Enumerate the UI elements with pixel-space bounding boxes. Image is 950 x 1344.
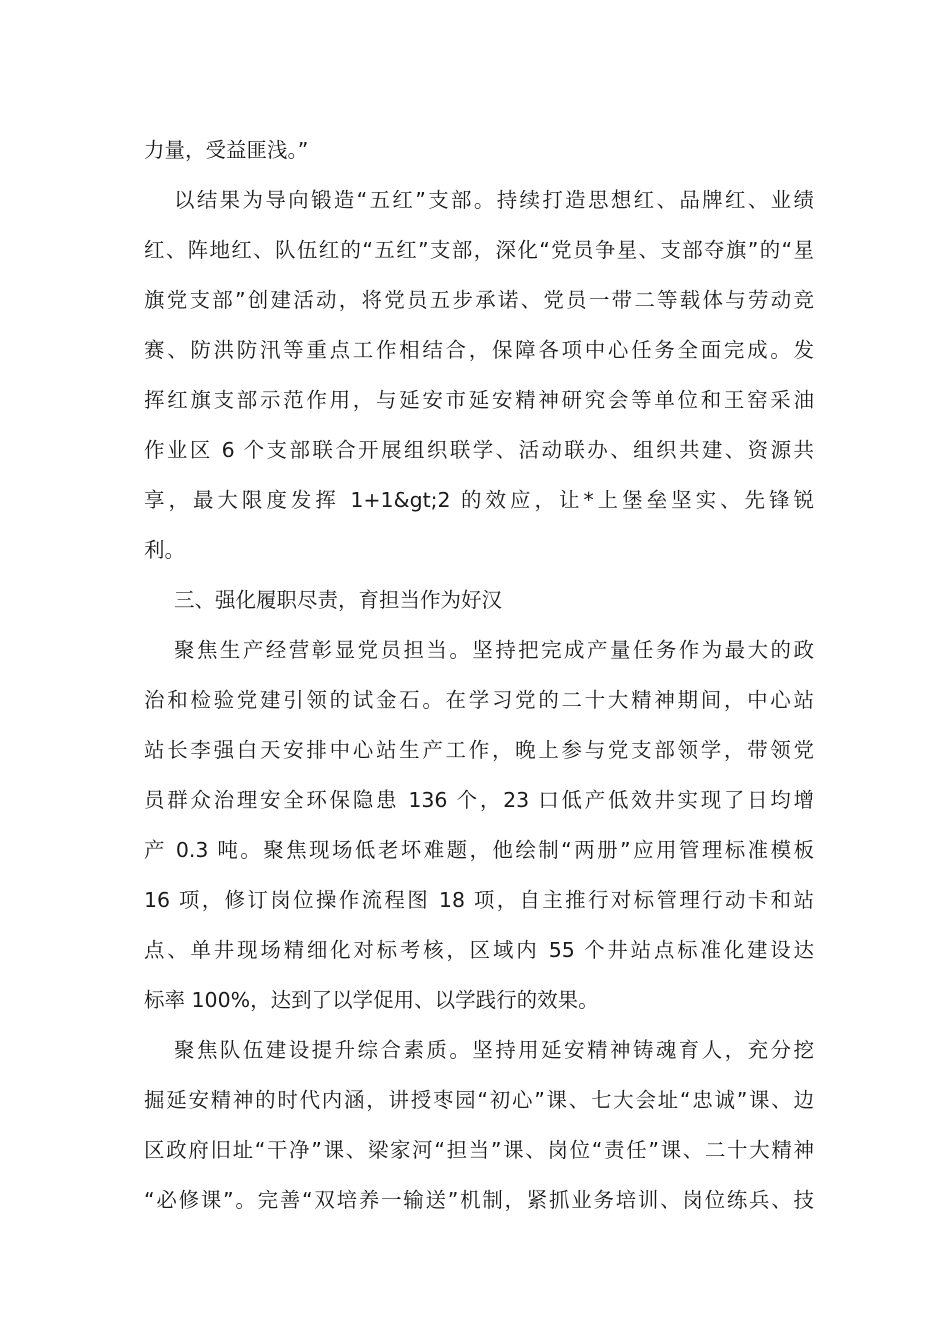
paragraph-line: 16 项，修订岗位操作流程图 18 项，自主推行对标管理行动卡和站 <box>144 888 814 912</box>
paragraph-line: 挥红旗支部示范作用，与延安市延安精神研究会等单位和王窑采油 <box>144 388 814 412</box>
paragraph-line: 红、阵地红、队伍红的“五红”支部，深化“党员争星、支部夺旗”的“星 <box>144 238 814 262</box>
paragraph-line: 以结果为导向锻造“五红”支部。持续打造思想红、品牌红、业绩 <box>174 188 814 212</box>
paragraph-line: 区政府旧址“干净”课、梁家河“担当”课、岗位“责任”课、二十大精神 <box>144 1138 814 1162</box>
paragraph-line: 标率 100%，达到了以学促用、以学践行的效果。 <box>144 988 599 1012</box>
section-heading: 三、强化履职尽责，育担当作为好汉 <box>174 588 502 612</box>
paragraph-line: 利。 <box>144 538 185 562</box>
paragraph-line: 产 0.3 吨。聚焦现场低老坏难题，他绘制“两册”应用管理标准模板 <box>144 838 814 862</box>
paragraph-line: 掘延安精神的时代内涵，讲授枣园“初心”课、七大会址“忠诚”课、边 <box>144 1088 814 1112</box>
paragraph-line: 赛、防洪防汛等重点工作相结合，保障各项中心任务全面完成。发 <box>144 338 814 362</box>
paragraph-line: 作业区 6 个支部联合开展组织联学、活动联办、组织共建、资源共 <box>144 438 814 462</box>
paragraph-line: 点、单井现场精细化对标考核，区域内 55 个井站点标准化建设达 <box>144 938 814 962</box>
paragraph-line: 旗党支部”创建活动，将党员五步承诺、党员一带二等载体与劳动竞 <box>144 288 814 312</box>
paragraph-line: 治和检验党建引领的试金石。在学习党的二十大精神期间，中心站 <box>144 688 814 712</box>
paragraph-line: 站长李强白天安排中心站生产工作，晚上参与党支部领学，带领党 <box>144 738 814 762</box>
paragraph-line: “必修课”。完善“双培养一输送”机制，紧抓业务培训、岗位练兵、技 <box>144 1188 814 1212</box>
paragraph-line: 员群众治理安全环保隐患 136 个，23 口低产低效井实现了日均增 <box>144 788 814 812</box>
paragraph-line: 聚焦队伍建设提升综合素质。坚持用延安精神铸魂育人，充分挖 <box>174 1038 814 1062</box>
paragraph-line: 聚焦生产经营彰显党员担当。坚持把完成产量任务作为最大的政 <box>174 638 814 662</box>
paragraph-line: 享，最大限度发挥 1+1&gt;2 的效应，让*上堡垒坚实、先锋锐 <box>144 488 814 512</box>
paragraph-line: 力量，受益匪浅。” <box>144 138 309 162</box>
